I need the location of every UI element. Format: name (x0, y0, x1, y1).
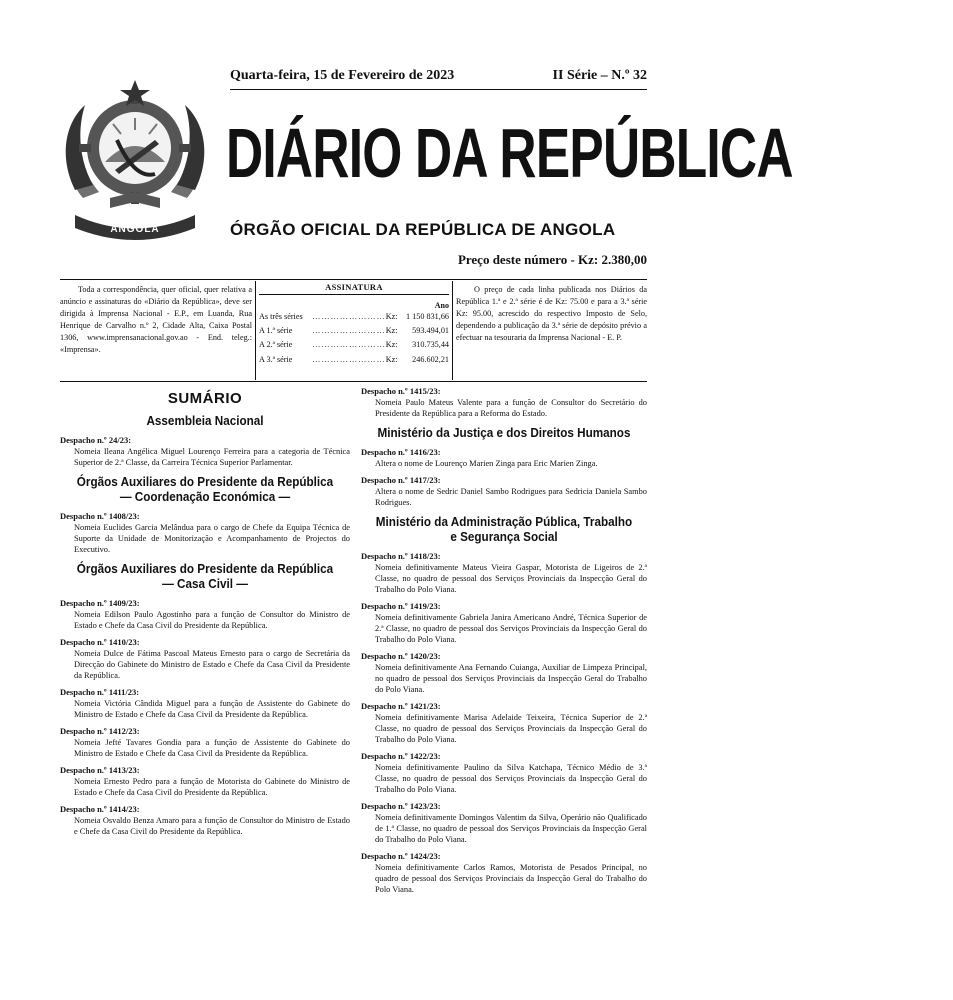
entry-title: Despacho n.º 1419/23: (361, 601, 441, 611)
summary-entry (361, 801, 647, 845)
entry-title: Despacho n.º 1411/23: (60, 687, 140, 697)
summary-entry (361, 447, 647, 469)
entry-text: Nomeia Edilson Paulo Agostinho para a função de Consultor do Ministro de Estado e Chefe da Casa Civil do Presidente da República. (74, 610, 350, 630)
entry-text: Nomeia definitivamente Domingos Valentim da Silva, Operário não Qualificado de 1.ª Classe, no quadro de pessoal dos Serviços Provinciais da Inspecção Geral do Trabalho do Polo Viana. (375, 813, 647, 844)
entry-title: Despacho n.º 1418/23: (361, 551, 441, 561)
summary-entry (60, 511, 350, 555)
summary-entry (60, 726, 350, 759)
summary-items-left (60, 413, 350, 837)
entry-title: Despacho n.º 1408/23: (60, 511, 140, 521)
summary-column-right (361, 386, 647, 901)
summary-entry (361, 551, 647, 595)
emblem-motto: República de Angola (112, 214, 158, 220)
issue-serie: II Série – N.º 32 (552, 68, 647, 83)
summary-entry (361, 475, 647, 508)
subscription-row-value: 246.602,21 (412, 354, 449, 364)
subscription-title: ASSINATURA (259, 282, 449, 295)
subscription-row-value: 1 150 831,66 (406, 312, 449, 321)
section-heading: Ministério da Administração Pública, Trabalho e Segurança Social (375, 514, 633, 544)
entry-text: Nomeia Dulce de Fátima Pascoal Mateus Ernesto para o cargo de Secretária da Direcção do Gabinete do Ministro de Estado e Chefe da Casa Civil da Presidente da República. (74, 649, 350, 680)
summary-entry (60, 435, 350, 468)
subscription-row-label: A 3.ª série (259, 354, 293, 364)
entry-text: Nomeia Jefté Tavares Gondia para a função de Assistente do Gabinete do Ministro de Estado e Chefe da Casa Civil da Presidente da República. (74, 738, 350, 758)
subscription-row-currency: Kz: (385, 354, 398, 364)
subscription-row-label: As três séries (259, 312, 303, 321)
correspondence-notice: Toda a correspondência, quer oficial, quer relativa a anúncio e assinaturas do «Diário da República», deve ser dirigida à Imprensa Nacional - E.P., em Luanda, Rua Henrique de Carvalho n.º 2, Cidade Alta, Caixa Postal 1306, www.imprensanacional.gov.ao - End. teleg.: «Imprensa». (60, 285, 252, 355)
summary-entry (361, 751, 647, 795)
entry-title: Despacho n.º 1424/23: (361, 851, 441, 861)
pricing-notice: O preço de cada linha publicada nos Diários da República 1.ª e 2.ª série é de Kz: 75.00 e para a 3.ª série Kz: 95.00, acrescido do respectivo Imposto de Selo, dependendo a publicação da 3.ª série de depósito prévio a efectuar na tesouraria da Imprensa Nacional - E. P. (456, 285, 647, 343)
section-heading: Assembleia Nacional (146, 413, 264, 428)
masthead (226, 98, 793, 208)
subscription-row-currency: Kz: (385, 326, 398, 336)
entry-text: Nomeia definitivamente Mateus Vieira Gaspar, Motorista de Ligeiros de 2.ª Classe, no quadro de pessoal dos Serviços Provinciais da Inspecção Geral do Trabalho do Polo Viana. (375, 563, 647, 594)
section-heading: Ministério da Justiça e dos Direitos Humanos (377, 425, 631, 440)
summary-entry (60, 765, 350, 798)
entry-title: Despacho n.º 1421/23: (361, 701, 441, 711)
entry-text: Nomeia Victória Cândida Miguel para a função de Assistente do Gabinete do Ministro de Estado e Chefe da Casa Civil da Presidente da República. (74, 699, 350, 719)
entry-title: Despacho n.º 1416/23: (361, 447, 441, 457)
subscription-row-value: 310.735,44 (412, 340, 449, 350)
section-heading: Órgãos Auxiliares do Presidente da República — Coordenação Económica — (76, 474, 334, 504)
entry-text: Nomeia definitivamente Gabriela Janira Americano André, Técnica Superior de 2.ª Classe, no quadro de pessoal dos Serviços Provinciais da Inspecção Geral do Trabalho do Polo Viana. (375, 613, 647, 644)
summary-title: SUMÁRIO (167, 390, 243, 407)
summary-entry (60, 637, 350, 681)
subscription-year-label: Ano (434, 301, 449, 310)
entry-title: Despacho n.º 1414/23: (60, 804, 140, 814)
issue-date: Quarta-feira, 15 de Fevereiro de 2023 (230, 68, 455, 83)
subscription-row (259, 353, 449, 367)
subscription-row-currency: Kz: (385, 340, 398, 350)
entry-text: Nomeia Ileana Angélica Miguel Lourenço Ferreira para a categoria de Técnica Superior de 2.ª Classe, da Carreira Técnica Superior Parlamentar. (74, 447, 350, 467)
emblem-label: ANGOLA (110, 224, 160, 235)
subscription-row (259, 324, 449, 338)
entry-title: Despacho n.º 1415/23: (361, 386, 441, 396)
summary-items-right (361, 386, 647, 895)
info-rule-bottom (60, 381, 647, 382)
summary-entry (361, 386, 647, 419)
entry-title: Despacho n.º 1409/23: (60, 598, 140, 608)
subscription-row (259, 338, 449, 352)
entry-text: Nomeia Paulo Mateus Valente para a função de Consultor do Secretário do Presidente da República para a Reforma do Estado. (375, 398, 647, 418)
official-subtitle: ÓRGÃO OFICIAL DA REPÚBLICA DE ANGOLA (230, 220, 616, 239)
summary-column-left (60, 386, 350, 843)
subscription-row-dots: …………………… (312, 326, 386, 336)
header-rule (230, 89, 647, 90)
subscription-row-currency: Kz: (385, 312, 398, 321)
subscription-row-value: 593.494,01 (412, 326, 449, 336)
section-heading: Órgãos Auxiliares do Presidente da República — Casa Civil — (76, 561, 334, 591)
masthead-title: DIÁRIO DA REPÚBLICA (226, 114, 793, 192)
subscription-rows (259, 310, 449, 367)
subscription-row (259, 310, 449, 324)
subscription-table (259, 282, 449, 367)
entry-title: Despacho n.º 1423/23: (361, 801, 441, 811)
info-divider (452, 281, 453, 380)
entry-title: Despacho n.º 24/23: (60, 435, 132, 445)
entry-title: Despacho n.º 1413/23: (60, 765, 140, 775)
entry-text: Altera o nome de Sedric Daniel Sambo Rodrigues para Sedricia Daniela Sambo Rodrigues. (375, 487, 647, 507)
subscription-row-dots: …………………… (312, 340, 386, 350)
entry-text: Nomeia Osvaldo Benza Amaro para a função de Consultor do Ministro de Estado e Chefe da Casa Civil do Presidente da República. (74, 816, 350, 836)
summary-entry (60, 687, 350, 720)
entry-title: Despacho n.º 1412/23: (60, 726, 140, 736)
summary-entry (361, 701, 647, 745)
subscription-row-dots: …………………… (312, 312, 386, 321)
entry-text: Nomeia Ernesto Pedro para a função de Motorista do Gabinete do Ministro de Estado e Chefe da Casa Civil do Presidente da República. (74, 777, 350, 797)
summary-entry (361, 851, 647, 895)
entry-title: Despacho n.º 1422/23: (361, 751, 441, 761)
entry-text: Nomeia definitivamente Marisa Adelaide Teixeira, Técnica Superior de 2.ª Classe, no quadro de pessoal dos Serviços Provinciais da Inspecção Geral do Trabalho do Polo Viana. (375, 713, 647, 744)
subscription-row-dots: …………………… (312, 354, 386, 364)
entry-text: Nomeia definitivamente Ana Fernando Cuianga, Auxiliar de Limpeza Principal, no quadro de pessoal dos Serviços Provinciais da Inspecção Geral do Trabalho do Polo Viana. (375, 663, 647, 694)
info-divider (255, 281, 256, 380)
angola-coat-of-arms-icon (55, 70, 215, 240)
subscription-row-label: A 1.ª série (259, 326, 293, 336)
issue-price: Preço deste número - Kz: 2.380,00 (457, 252, 647, 267)
summary-entry (361, 601, 647, 645)
entry-title: Despacho n.º 1410/23: (60, 637, 140, 647)
subscription-row-label: A 2.ª série (259, 340, 293, 350)
entry-title: Despacho n.º 1417/23: (361, 475, 441, 485)
summary-entry (60, 598, 350, 631)
entry-text: Altera o nome de Lourenço Marien Zinga para Eric Marien Zinga. (375, 459, 598, 468)
entry-title: Despacho n.º 1420/23: (361, 651, 441, 661)
info-rule-top (60, 279, 647, 280)
entry-text: Nomeia definitivamente Paulino da Silva Katchapa, Técnico Médio de 3.ª Classe, no quadro de pessoal dos Serviços Provinciais da Inspecção Geral do Trabalho do Polo Viana. (375, 763, 647, 794)
summary-entry (60, 804, 350, 837)
entry-text: Nomeia definitivamente Carlos Ramos, Motorista de Pesados Principal, no quadro de pessoal dos Serviços Provinciais da Inspecção Geral do Trabalho do Polo Viana. (375, 863, 647, 894)
summary-entry (361, 651, 647, 695)
entry-text: Nomeia Euclides Garcia Melândua para o cargo de Chefe da Equipa Técnica de Suporte da Unidade de Monitorização e Acompanhamento de Projectos do Executivo. (74, 523, 350, 554)
